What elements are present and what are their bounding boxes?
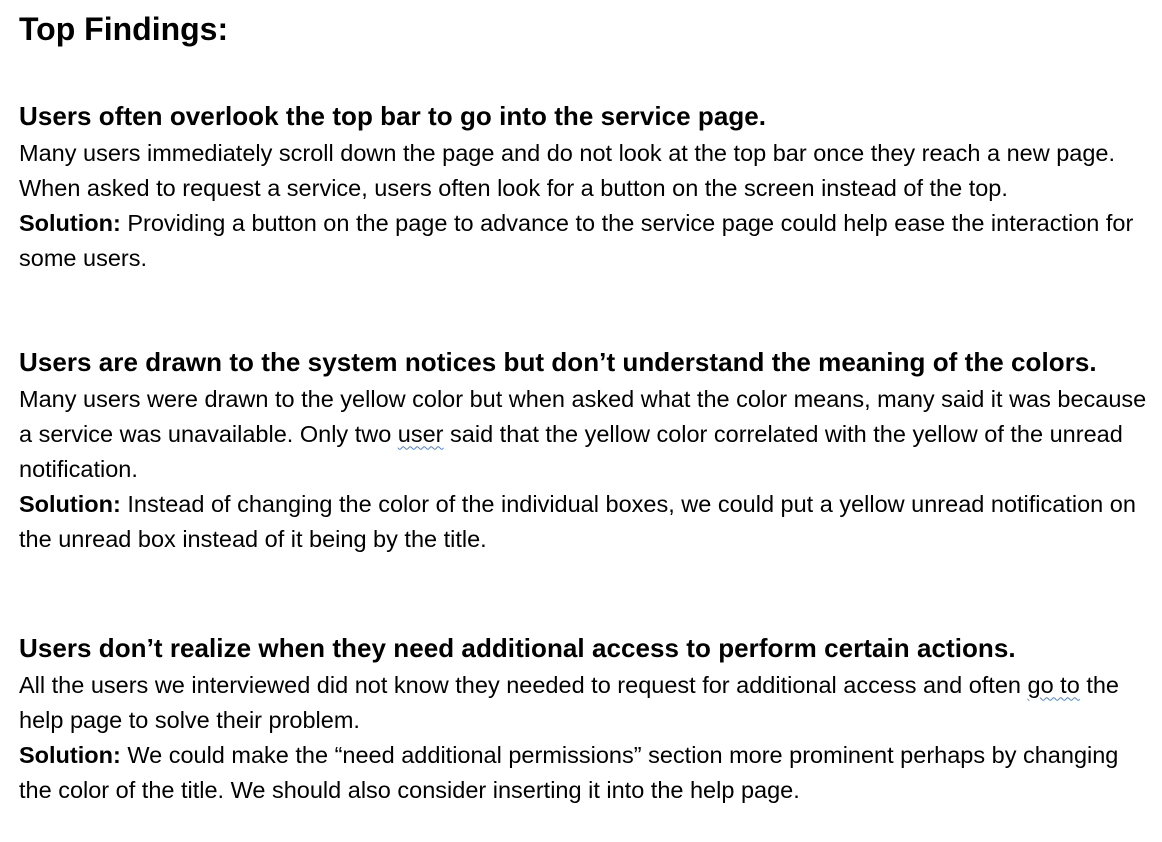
spellcheck-flagged-word[interactable]: user <box>397 420 444 447</box>
finding-body <box>19 382 1149 487</box>
body-text-end: the help page to solve their problem. <box>19 671 1119 733</box>
body-text-end: said that the yellow color correlated with the yellow of the unread notification. <box>19 420 1123 482</box>
solution-label: Solution: <box>19 209 121 236</box>
finding-1 <box>19 98 1149 276</box>
finding-solution <box>19 206 1149 276</box>
finding-heading: Users often overlook the top bar to go into the service page. <box>19 101 767 131</box>
spellcheck-flagged-word[interactable]: go to <box>1027 671 1080 698</box>
body-text-start: All the users we interviewed did not know they needed to request for additional access and often <box>19 671 1028 698</box>
solution-text: We could make the “need additional permissions” section more prominent perhaps by changing the color of the title. We should also consider inserting it into the help page. <box>19 741 1119 803</box>
solution-label: Solution: <box>19 741 121 768</box>
solution-text: Instead of changing the color of the individual boxes, we could put a yellow unread notification on the unread box instead of it being by the title. <box>19 490 1136 552</box>
solution-label: Solution: <box>19 490 121 517</box>
finding-body: Many users immediately scroll down the page and do not look at the top bar once they reach a new page. When asked to request a service, users often look for a button on the screen instead of the top. <box>19 139 1116 201</box>
document-title: Top Findings: <box>19 11 229 47</box>
finding-solution <box>19 487 1149 557</box>
finding-heading: Users don’t realize when they need additional access to perform certain actions. <box>19 633 1016 663</box>
finding-3 <box>19 630 1149 808</box>
body-text-start: Many users were drawn to the yellow color but when asked what the color means, many said it was because a service was unavailable. Only two <box>19 385 1147 447</box>
finding-solution <box>19 738 1149 808</box>
finding-2 <box>19 344 1149 557</box>
finding-body <box>19 668 1149 738</box>
solution-text: Providing a button on the page to advance to the service page could help ease the interaction for some users. <box>19 209 1134 271</box>
finding-heading: Users are drawn to the system notices but don’t understand the meaning of the colors. <box>19 347 1097 377</box>
